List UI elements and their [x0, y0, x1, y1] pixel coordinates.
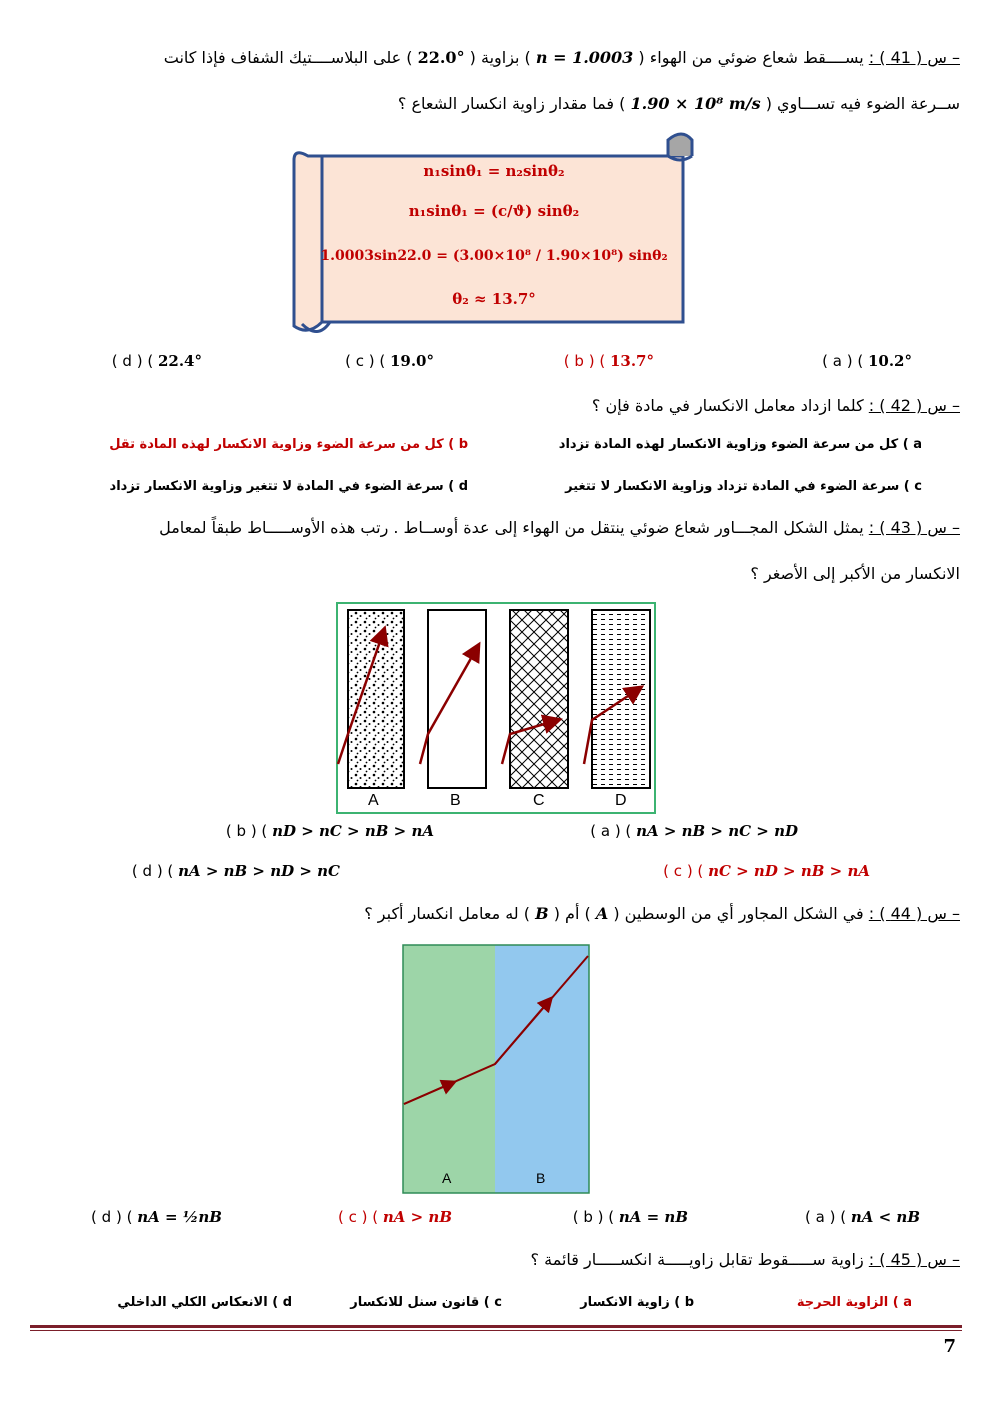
- q44-option-c[interactable]: c ) ( nA > nB ): [337, 1208, 452, 1226]
- page-number: 7: [943, 1336, 956, 1357]
- q43-option-b[interactable]: b ) ( nD > nC > nB > nA ): [225, 822, 434, 840]
- q41-option-a-value: 10.2°: [867, 352, 912, 370]
- q43-option-d-value: nA > nB > nD > nC: [178, 862, 340, 880]
- solution-line-1: n₁sinθ₁ = n₂sinθ₂: [423, 162, 565, 180]
- two-media-figure: [402, 944, 590, 1194]
- medium-b-region: [495, 945, 589, 1193]
- q43-option-a-letter: a: [600, 822, 611, 840]
- q44-option-b[interactable]: b ) ( nA = nB ): [572, 1208, 688, 1226]
- q43-option-c[interactable]: c ) ( nC > nD > nB > nA ): [663, 862, 870, 880]
- q41-line2: [32, 92, 960, 116]
- q41-option-a[interactable]: a ) ( 10.2° ): [822, 352, 912, 370]
- q43-option-b-value: nD > nC > nB > nA: [272, 822, 434, 840]
- q41-speed: 1.90 × 10⁸ m/s: [630, 94, 761, 113]
- media-label-b: B: [450, 792, 461, 809]
- q41-option-c-letter: c: [355, 352, 364, 370]
- q41-option-d-value: 22.4°: [157, 352, 202, 370]
- q45-line: [32, 1248, 960, 1272]
- medium-a: [348, 610, 404, 788]
- solution-line-2: n₁sinθ₁ = (c/ϑ) sinθ₂: [408, 202, 580, 220]
- q44-line: [32, 902, 960, 926]
- q44-option-a[interactable]: a ) ( nA < nB ): [805, 1208, 920, 1226]
- q44-option-a-letter: a: [815, 1208, 825, 1226]
- media-label-c: C: [533, 792, 545, 809]
- solution-scroll: [288, 126, 700, 348]
- q43-prefix: – س ( 43 ) :: [868, 518, 960, 537]
- q44-option-d-value: nA = ½nB: [137, 1208, 222, 1226]
- media-diagram: [336, 602, 656, 814]
- q42-prefix: – س ( 42 ) :: [868, 396, 960, 415]
- q44-text2: ) أم (: [553, 904, 591, 923]
- q42-text: كلما ازداد معامل الانكسار في مادة فإن ؟: [591, 396, 864, 415]
- q41-option-b[interactable]: b ) ( 13.7° ): [563, 352, 654, 370]
- q43-text1: يمثل الشكل المجـــاور شعاع ضوئي ينتقل من الهواء إلى عدة أوســاط . رتب هذه الأوســـــاط طبقاً لمعامل: [159, 518, 864, 537]
- q43-option-c-value: nC > nD > nB > nA: [708, 862, 870, 880]
- q44-option-d[interactable]: d ) ( nA = ½nB ): [91, 1208, 222, 1226]
- medium-d: [592, 610, 650, 788]
- q41-text3: ) على البلاســــتيك الشفاف فإذا كانت: [163, 48, 413, 67]
- q42-option-d[interactable]: d ) سرعة الضوء في المادة لا تتغير وزاوية الانكسار تزداد: [109, 479, 468, 494]
- media-figure: [336, 602, 656, 814]
- q43-line2: [32, 562, 960, 586]
- q44-option-b-value: nA = nB: [618, 1208, 688, 1226]
- q44-a: A: [595, 904, 609, 923]
- q45-option-a[interactable]: a ) الزاوية الحرجة: [796, 1295, 912, 1310]
- q41-option-b-value: 13.7°: [609, 352, 654, 370]
- q44-text1: في الشكل المجاور أي من الوسطين (: [613, 904, 864, 923]
- two-media-diagram: [402, 944, 590, 1194]
- q44-b: B: [535, 904, 549, 923]
- q45-option-c[interactable]: c ) قانون سنل للانكسار: [350, 1295, 502, 1310]
- q41-line1: [32, 46, 960, 70]
- q43-option-c-letter: c: [673, 862, 683, 880]
- footer-rule-thin: [30, 1330, 962, 1331]
- q45-prefix: – س ( 45 ) :: [868, 1250, 960, 1269]
- q43-option-a-value: nA > nB > nC > nD: [636, 822, 798, 840]
- q42-option-b[interactable]: b ) كل من سرعة الضوء وزاوية الانكسار لهذه المادة تقل: [109, 437, 468, 452]
- q41-line2b: ) فما مقدار زاوية انكسار الشعاع ؟: [397, 94, 626, 113]
- q42-option-a[interactable]: a ) كل من سرعة الضوء وزاوية الانكسار لهذه المادة تزداد: [558, 437, 922, 452]
- q44-option-a-value: nA < nB: [850, 1208, 920, 1226]
- q44-prefix: – س ( 44 ) :: [868, 904, 960, 923]
- q41-angle: 22.0°: [417, 48, 465, 67]
- q42-line: [32, 394, 960, 418]
- q44-option-b-letter: b: [583, 1208, 593, 1226]
- q43-option-d-letter: d: [142, 862, 153, 880]
- q41-option-c-value: 19.0°: [389, 352, 434, 370]
- q44-text3: ) له معامل انكسار أكبر ؟: [364, 904, 530, 923]
- q41-n-value: n = 1.0003: [535, 48, 634, 67]
- scroll-shape: [288, 126, 700, 348]
- q41-text2: ) بزاوية (: [469, 48, 531, 67]
- q45-option-b[interactable]: b ) زاوية الانكسار: [580, 1295, 694, 1310]
- media-label-a: A: [368, 792, 379, 809]
- solution-line-4: θ₂ ≈ 13.7°: [452, 290, 536, 308]
- q44-option-c-value: nA > nB: [382, 1208, 452, 1226]
- q41-prefix: – س ( 41 ) :: [868, 48, 960, 67]
- q43-text2: الانكسار من الأكبر إلى الأصغر ؟: [750, 564, 960, 583]
- q41-option-c[interactable]: c ) ( 19.0° ): [345, 352, 434, 370]
- medium-b: [428, 610, 486, 788]
- footer-rule-thick: [30, 1325, 962, 1328]
- q41-option-d-letter: d: [122, 352, 132, 370]
- q43-option-b-letter: b: [236, 822, 247, 840]
- q43-option-d[interactable]: d ) ( nA > nB > nD > nC ): [131, 862, 340, 880]
- q41-option-d[interactable]: d ) ( 22.4° ): [111, 352, 202, 370]
- q42-option-c[interactable]: c ) سرعة الضوء في المادة تزداد وزاوية الانكسار لا تتغير: [565, 479, 922, 494]
- q43-option-a[interactable]: a ) ( nA > nB > nC > nD ): [590, 822, 798, 840]
- q41-option-a-letter: a: [832, 352, 842, 370]
- solution-line-3: 1.0003sin22.0 = (3.00×10⁸ / 1.90×10⁸) sinθ₂: [320, 248, 668, 264]
- q45-option-d[interactable]: d ) الانعكاس الكلي الداخلي: [117, 1295, 292, 1310]
- q41-option-b-letter: b: [574, 352, 584, 370]
- q45-text: زاوية ســـــقوط تقابل زاويـــــة انكســـــار قائمة ؟: [530, 1250, 864, 1269]
- q44-option-c-letter: c: [348, 1208, 357, 1226]
- media-label-d: D: [615, 792, 627, 809]
- q41-text1: يســــقط شعاع ضوئي من الهواء (: [638, 48, 864, 67]
- two-media-label-b: B: [536, 1170, 546, 1186]
- q43-line1: [32, 516, 960, 540]
- two-media-label-a: A: [442, 1170, 452, 1186]
- q44-option-d-letter: d: [101, 1208, 112, 1226]
- medium-c: [510, 610, 568, 788]
- q41-line2a: ســرعة الضوء فيه تســـاوي (: [765, 94, 960, 113]
